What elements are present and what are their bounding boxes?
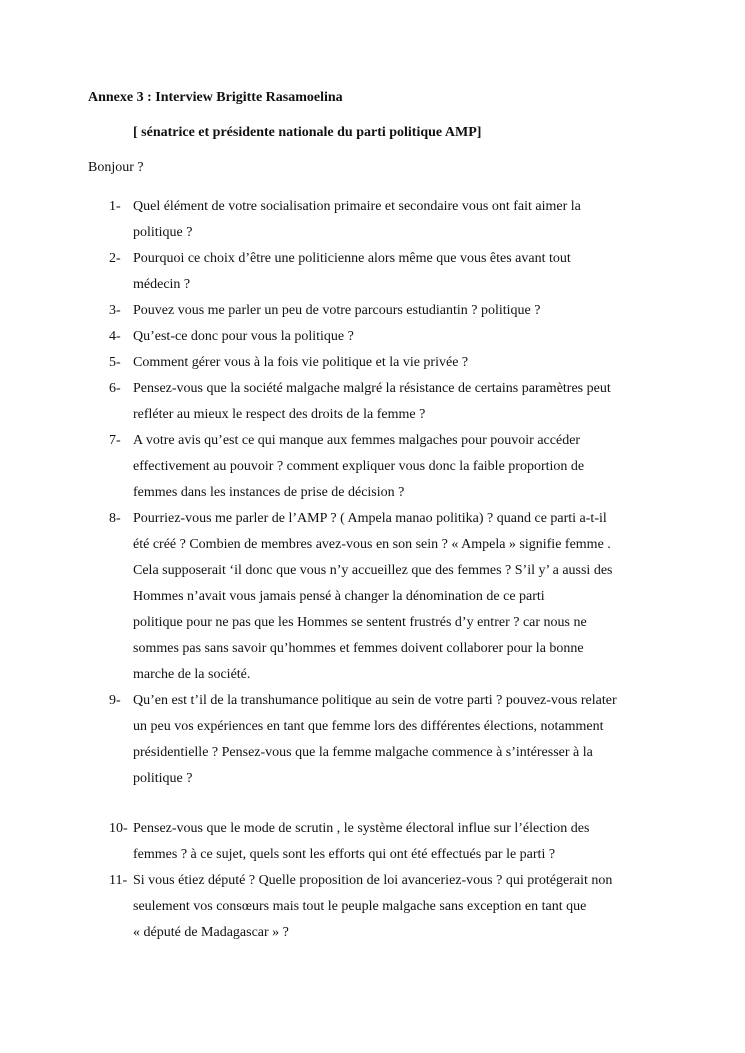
question-text xyxy=(133,428,669,506)
question-number: 5- xyxy=(109,355,121,370)
document-title: Annexe 3 : Interview Brigitte Rasamoelina xyxy=(88,90,343,105)
question-item xyxy=(109,376,669,428)
question-line: marche de la société. xyxy=(133,667,251,682)
question-line: Pouvez vous me parler un peu de votre parcours estudiantin ? politique ? xyxy=(133,303,541,318)
question-item xyxy=(109,246,669,298)
question-line: « député de Madagascar » ? xyxy=(133,925,289,940)
question-number: 8- xyxy=(109,511,121,526)
document-subtitle: [ sénatrice et présidente nationale du parti politique AMP] xyxy=(133,125,482,140)
question-line: Si vous étiez député ? Quelle proposition de loi avanceriez-vous ? qui protégerait non xyxy=(133,873,613,888)
question-text xyxy=(133,868,669,946)
question-text xyxy=(133,194,669,246)
question-line: Comment gérer vous à la fois vie politique et la vie privée ? xyxy=(133,355,469,370)
question-number: 7- xyxy=(109,433,121,448)
question-line: Hommes n’avait vous jamais pensé à changer la dénomination de ce parti xyxy=(133,589,545,604)
question-line: un peu vos expériences en tant que femme lors des différentes élections, notamment xyxy=(133,719,604,734)
question-line: Quel élément de votre socialisation primaire et secondaire vous ont fait aimer la xyxy=(133,199,581,214)
question-item xyxy=(109,688,669,792)
question-line: Qu’est-ce donc pour vous la politique ? xyxy=(133,329,354,344)
question-text xyxy=(133,246,669,298)
question-item xyxy=(109,816,669,868)
question-number: 3- xyxy=(109,303,121,318)
question-line: seulement vos consœurs mais tout le peuple malgache sans exception en tant que xyxy=(133,899,587,914)
question-line: politique ? xyxy=(133,225,193,240)
question-item xyxy=(109,324,669,350)
question-line: médecin ? xyxy=(133,277,191,292)
question-text xyxy=(133,376,669,428)
question-line: Pensez-vous que la société malgache malgré la résistance de certains paramètres peut xyxy=(133,381,611,396)
question-item xyxy=(109,506,669,688)
question-line: Pourquoi ce choix d’être une politicienne alors même que vous êtes avant tout xyxy=(133,251,571,266)
question-line: Pourriez-vous me parler de l’AMP ? ( Ampela manao politika) ? quand ce parti a-t-il xyxy=(133,511,607,526)
greeting: Bonjour ? xyxy=(88,160,144,175)
question-line: Pensez-vous que le mode de scrutin , le système électoral influe sur l’élection des xyxy=(133,821,590,836)
question-text xyxy=(133,350,669,376)
question-line: politique pour ne pas que les Hommes se sentent frustrés d’y entrer ? car nous ne xyxy=(133,615,587,630)
question-text xyxy=(133,324,669,350)
question-text xyxy=(133,298,669,324)
question-item xyxy=(109,350,669,376)
question-number: 9- xyxy=(109,693,121,708)
question-number: 4- xyxy=(109,329,121,344)
question-item xyxy=(109,298,669,324)
question-line: Cela supposerait ‘il donc que vous n’y accueillez que des femmes ? S’il y’ a aussi des xyxy=(133,563,613,578)
question-text xyxy=(133,816,669,868)
question-item xyxy=(109,868,669,946)
question-line: Qu’en est t’il de la transhumance politique au sein de votre parti ? pouvez-vous relater xyxy=(133,693,617,708)
question-line: A votre avis qu’est ce qui manque aux femmes malgaches pour pouvoir accéder xyxy=(133,433,581,448)
question-number: 11- xyxy=(109,873,128,888)
question-line: femmes ? à ce sujet, quels sont les efforts qui ont été effectués par le parti ? xyxy=(133,847,556,862)
question-line: refléter au mieux le respect des droits de la femme ? xyxy=(133,407,426,422)
question-text xyxy=(133,506,669,688)
question-number: 2- xyxy=(109,251,121,266)
question-text xyxy=(133,688,669,792)
question-line: sommes pas sans savoir qu’hommes et femmes doivent collaborer pour la bonne xyxy=(133,641,584,656)
question-item xyxy=(109,428,669,506)
question-number: 6- xyxy=(109,381,121,396)
question-number: 1- xyxy=(109,199,121,214)
question-line: effectivement au pouvoir ? comment expliquer vous donc la faible proportion de xyxy=(133,459,585,474)
question-line: politique ? xyxy=(133,771,193,786)
question-item xyxy=(109,194,669,246)
question-line: présidentielle ? Pensez-vous que la femme malgache commence à s’intéresser à la xyxy=(133,745,593,760)
question-number: 10- xyxy=(109,821,128,836)
question-line: femmes dans les instances de prise de décision ? xyxy=(133,485,405,500)
question-line: été créé ? Combien de membres avez-vous en son sein ? « Ampela » signifie femme . xyxy=(133,537,611,552)
